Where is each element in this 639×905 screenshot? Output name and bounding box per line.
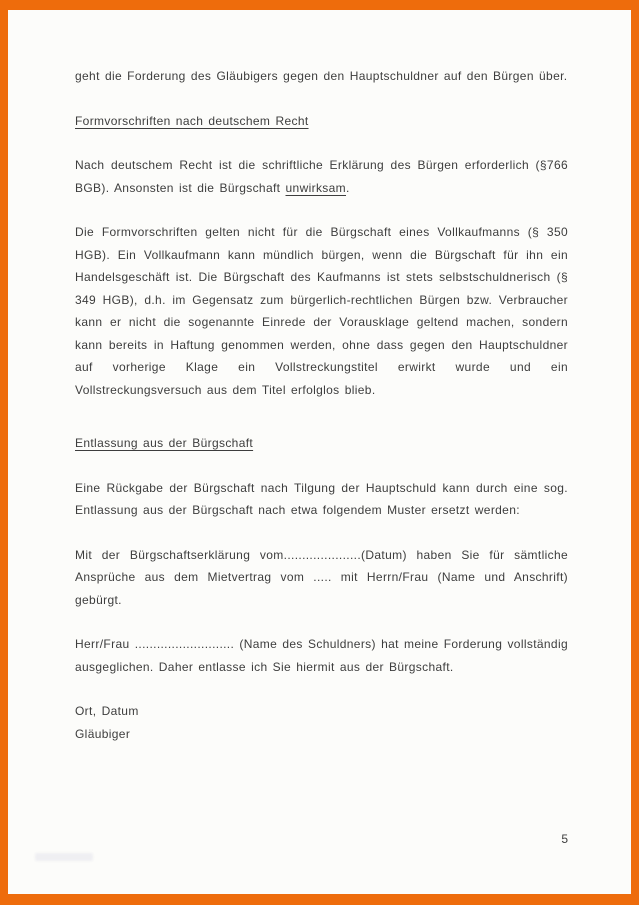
signature-glaeubiger: Gläubiger xyxy=(75,726,131,741)
paragraph-vollkaufmann: Die Formvorschriften gelten nicht für die Bürgschaft eines Vollkaufmanns (§ 350 HGB). Ein Vollkaufmann kann mündlich bürgen, wenn die Bürgschaft für ihn ein Handelsgeschäft ist. Die Bürgschaft des Kaufmanns ist stets selbstschuldnerisch (§ 349 HGB), d.h. im Gegensatz zum bürgerlich-rechtlichen Bürgen bzw. Verbraucher kann er nicht die sogenannte Einrede der Vorausklage geltend machen, sondern kann bereits in Haftung genommen werden, ohne dass gegen den Hauptschuldner auf vorherige Klage ein Vollstreckungstitel erwirkt wurde und ein Vollstreckungsversuch aus dem Titel erfolglos blieb. xyxy=(75,225,568,397)
document-page xyxy=(8,10,631,894)
paragraph-formvorschrift xyxy=(75,154,568,199)
paragraph-intro-continuation: geht die Forderung des Gläubigers gegen den Hauptschuldner auf den Bürgen über. xyxy=(75,69,568,83)
paragraph-muster-erklaerung: Mit der Bürgschaftserklärung vom.....................(Datum) haben Sie für sämtliche Ansprüche aus dem Mietvertrag vom ..... mit Herrn/Frau (Name und Anschrift) gebürgt. xyxy=(75,547,568,607)
paragraph-muster-ausgleich: Herr/Frau ........................... (Name des Schuldners) hat meine Forderung vollständig ausgeglichen. Daher entlasse ich Sie hiermit aus der Bürgschaft. xyxy=(75,637,568,674)
signature-block xyxy=(75,700,568,745)
page-number: 5 xyxy=(561,832,568,846)
paragraph-formvorschrift-period: . xyxy=(346,180,350,195)
underlined-term-unwirksam: unwirksam xyxy=(285,180,347,195)
signature-ort-datum: Ort, Datum xyxy=(75,704,139,718)
section-heading-entlassung: Entlassung aus der Bürgschaft xyxy=(75,436,254,450)
paragraph-formvorschrift-text: Nach deutschem Recht ist die schriftliche Erklärung des Bürgen erforderlich (§766 BGB). Ansonsten ist die Bürgschaft xyxy=(75,158,568,195)
section-heading-formvorschriften: Formvorschriften nach deutschem Recht xyxy=(75,113,309,128)
document-content xyxy=(75,65,568,745)
paragraph-rueckgabe: Eine Rückgabe der Bürgschaft nach Tilgung der Hauptschuld kann durch eine sog. Entlassung aus der Bürgschaft nach etwa folgendem Muster ersetzt werden: xyxy=(75,480,568,517)
faint-watermark xyxy=(35,853,93,861)
